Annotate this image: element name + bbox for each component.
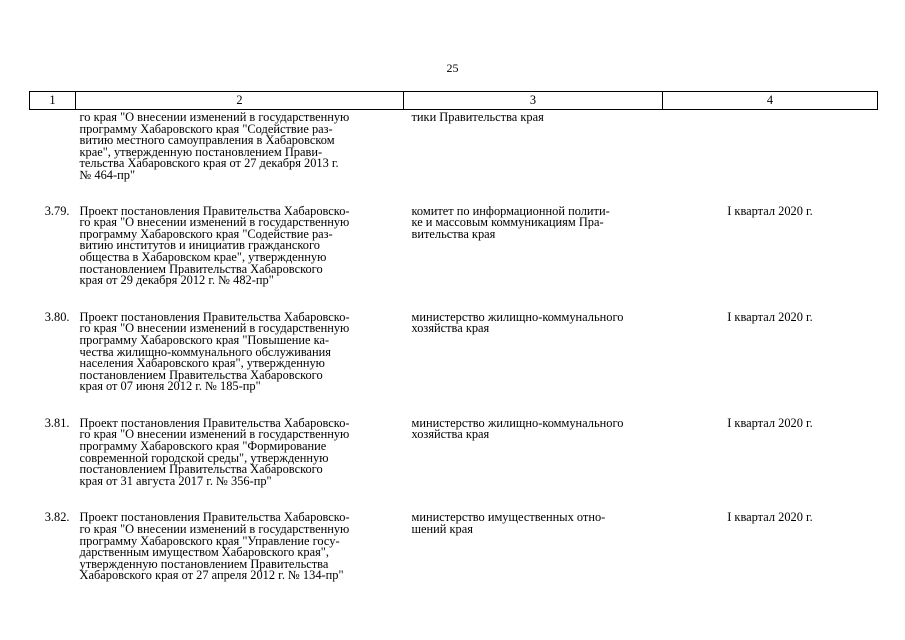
- text-line: постановлением Правительства Хабаровского: [79, 462, 323, 477]
- text-line: го края "О внесении изменений в государственную: [79, 321, 350, 336]
- text-line: тики Правительства края: [411, 110, 544, 124]
- text-line: программу Хабаровского края "Формирование: [79, 439, 327, 454]
- text-line: шений края: [411, 522, 473, 537]
- text-line: программу Хабаровского края "Управление госу-: [79, 533, 340, 548]
- text-line: программу Хабаровского края "Повышение ка-: [79, 332, 330, 347]
- text-line: программу Хабаровского края "Содействие раз-: [79, 226, 333, 241]
- text-line: го края "О внесении изменений в государственную: [79, 522, 350, 537]
- row-number: 3.79.: [44, 203, 70, 218]
- text-line: современной городской среды", утвержденную: [79, 450, 329, 465]
- row-responsible: [404, 310, 663, 416]
- text-line: дарственным имуществом Хабаровского края",: [79, 545, 329, 560]
- row-term: I квартал 2020 г.: [727, 415, 813, 430]
- text-line: министерство имущественных отно-: [411, 510, 606, 525]
- row-term: I квартал 2020 г.: [727, 510, 813, 525]
- text-line: хозяйства края: [411, 321, 490, 336]
- table-row: [30, 416, 878, 511]
- text-line: программу Хабаровского края "Содействие раз-: [79, 121, 333, 136]
- header-col-1: 1: [30, 92, 76, 110]
- text-line: тельства Хабаровского края от 27 декабря 2013 г.: [79, 156, 339, 171]
- row-description: [76, 204, 404, 310]
- row-term: [663, 110, 878, 204]
- text-line: утвержденную постановлением Правительства: [79, 556, 329, 571]
- text-line: го края "О внесении изменений в государственную: [79, 427, 350, 442]
- text-line: министерство жилищно-коммунального: [411, 309, 624, 324]
- plan-table: [29, 91, 878, 605]
- text-line: чества жилищно-коммунального обслуживания: [79, 344, 331, 359]
- header-col-2: 2: [76, 92, 404, 110]
- text-line: края от 31 августа 2017 г. № 356-пр": [79, 473, 272, 488]
- text-line: края от 29 декабря 2012 г. № 482-пр": [79, 273, 274, 288]
- text-line: Хабаровского края от 27 апреля 2012 г. № 134-пр": [79, 568, 344, 583]
- text-line: министерство жилищно-коммунального: [411, 415, 624, 430]
- text-line: Проект постановления Правительства Хабаровско-: [79, 510, 350, 525]
- header-row: [30, 92, 878, 110]
- row-term: I квартал 2020 г.: [727, 309, 813, 324]
- text-line: витию институтов и инициатив гражданского: [79, 238, 320, 253]
- row-description: [76, 416, 404, 511]
- text-line: комитет по информационной полити-: [411, 203, 610, 218]
- row-description: [76, 510, 404, 605]
- text-line: населения Хабаровского края", утвержденную: [79, 356, 325, 371]
- text-line: крае", утвержденную постановлением Прави-: [79, 144, 323, 159]
- text-line: вительства края: [411, 226, 496, 241]
- text-line: Проект постановления Правительства Хабаровско-: [79, 309, 350, 324]
- table-row: [30, 310, 878, 416]
- row-term: I квартал 2020 г.: [727, 203, 813, 218]
- text-line: постановлением Правительства Хабаровского: [79, 367, 323, 382]
- table-row: [30, 204, 878, 310]
- text-line: края от 07 июня 2012 г. № 185-пр": [79, 379, 261, 394]
- header-col-4: 4: [663, 92, 878, 110]
- table-body: [30, 110, 878, 606]
- text-line: постановлением Правительства Хабаровского: [79, 261, 323, 276]
- text-line: Проект постановления Правительства Хабаровско-: [79, 203, 350, 218]
- row-responsible: [404, 416, 663, 511]
- row-number: 3.82.: [44, 510, 70, 525]
- row-responsible: [404, 110, 663, 204]
- table-header: [30, 92, 878, 110]
- text-line: витию местного самоуправления в Хабаровском: [79, 133, 335, 148]
- row-description: [76, 110, 404, 204]
- row-responsible: [404, 510, 663, 605]
- text-line: ке и массовым коммуникациям Пра-: [411, 215, 604, 230]
- row-number: 3.81.: [44, 415, 70, 430]
- text-line: го края "О внесении изменений в государственную: [79, 215, 350, 230]
- table-row: [30, 510, 878, 605]
- continuation-row: [30, 110, 878, 204]
- text-line: хозяйства края: [411, 427, 490, 442]
- row-responsible: [404, 204, 663, 310]
- row-description: [76, 310, 404, 416]
- row-number: [30, 110, 76, 204]
- row-number: 3.80.: [44, 309, 70, 324]
- text-line: общества в Хабаровском крае", утвержденную: [79, 249, 327, 264]
- header-col-3: 3: [404, 92, 663, 110]
- text-line: го края "О внесении изменений в государственную: [79, 110, 350, 124]
- page-number: 25: [446, 61, 459, 75]
- text-line: Проект постановления Правительства Хабаровско-: [79, 415, 350, 430]
- text-line: № 464-пр": [79, 167, 136, 182]
